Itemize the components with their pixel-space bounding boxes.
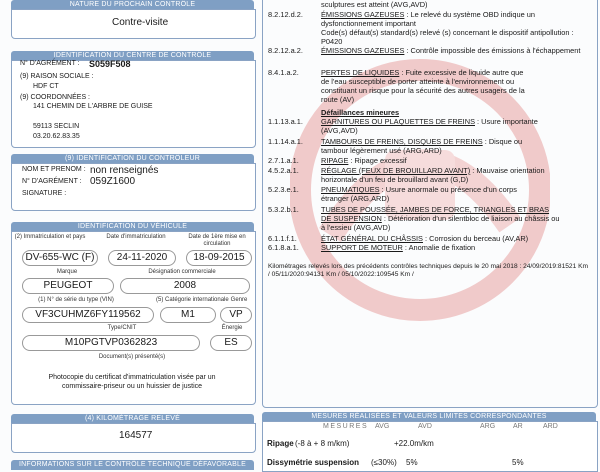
minor-text: : Disque ou tambour légèrement usé (ARG,ARD) [321, 137, 523, 155]
type-label: Type/CNIT [107, 325, 137, 331]
defect-text: : Fuite excessive de liquide autre que de l'eau susceptible de porter atteinte à l'environnement ou constituant un risque pour la sécurité des autres usagers de la route (AV) [321, 68, 525, 104]
category-label: (5) Catégorie internationale [156, 297, 229, 303]
ripage-label: Ripage [267, 439, 294, 448]
vin-value: VF3CUHMZ6FY119562 [22, 307, 154, 323]
controller-name-value: non renseignés [90, 165, 159, 176]
minor-item [321, 117, 541, 135]
minor-title: ÉTAT GÉNÉRAL DU CHÂSSIS [321, 234, 423, 243]
minor-text: : Usure anormale ou présence d'un corps étranger (ARG,ARD) [321, 185, 517, 203]
defect-item [321, 46, 593, 55]
minor-title: RÉGLAGE (FEUX DE BROUILLARD AVANT) [321, 166, 471, 175]
mileage-box [11, 423, 256, 453]
energy-value: ES [210, 335, 252, 351]
minor-code: 6.1.1.f.1. [268, 234, 297, 243]
suspension-front: 5% [406, 458, 418, 467]
minor-title: SUPPORT DE MOTEUR [321, 243, 403, 252]
defect-title: ÉMISSIONS GAZEUSES [321, 10, 405, 19]
minor-code: 5.2.3.e.1. [268, 185, 299, 194]
minor-text: : Usure importante (AVG,AVD) [321, 117, 538, 135]
minor-title: GARNITURES OU PLAQUETTES DE FREINS [321, 117, 475, 126]
measures-col-label: MESURES [323, 423, 369, 430]
defect-code: 8.4.1.a.2. [268, 68, 299, 77]
minor-item [321, 234, 593, 243]
controller-header: (9) IDENTIFICATION DU CONTRÔLEUR [11, 154, 254, 163]
docs-value: Photocopie du certificat d'immatriculation visée par un commissaire-priseur ou un huissier de justice [48, 374, 216, 390]
model-label: Désignation commerciale [148, 269, 216, 275]
company-label: (9) RAISON SOCIALE : [20, 73, 94, 80]
genre-value: VP [220, 307, 252, 323]
minor-text: : Détérioration d'un silentbloc de liaison au châssis ou à l'essieu (AVG,AVD) [321, 214, 560, 232]
reg-value: DV-655-WC (F) [22, 250, 98, 266]
defect-code: 8.2.12.a.2. [268, 46, 303, 55]
vin-label: (1) N° de série du type (VIN) [38, 297, 114, 303]
defect-item [321, 68, 531, 104]
signature-label: SIGNATURE : [22, 190, 67, 197]
defect-title: PERTES DE LIQUIDES [321, 68, 400, 77]
model-value: 2008 [120, 278, 250, 294]
minor-item [321, 156, 593, 165]
company-value: HDF CT [33, 83, 59, 90]
defects-box [262, 0, 598, 408]
minor-title: RIPAGE [321, 156, 349, 165]
docs-label: Document(s) présenté(s) [98, 354, 166, 360]
minor-item [321, 205, 561, 232]
minor-text: : Anomalie de fixation [402, 243, 476, 252]
centre-agreement-value: S059F508 [89, 59, 131, 69]
date-reg-value: 24-11-2020 [108, 250, 176, 266]
col-arg: ARG [480, 423, 496, 430]
date-reg-label: Date d'immatriculation [106, 234, 166, 240]
measures-box [262, 421, 598, 472]
controller-box [11, 163, 256, 211]
minor-code: 4.5.2.a.1. [268, 166, 299, 175]
genre-label: Genre [230, 297, 248, 303]
suspension-rear: 5% [512, 458, 524, 467]
minor-code: 6.1.8.a.1. [268, 243, 299, 252]
vehicle-header: IDENTIFICATION DU VÉHICULE [11, 222, 254, 231]
date-first-label: Date de 1ère mise en circulation [188, 234, 246, 247]
col-ard: ARD [543, 423, 558, 430]
unfavorable-header: INFORMATIONS SUR LE CONTRÔLE TECHNIQUE DÉFAVORABLE [11, 460, 254, 470]
minor-title: PNEUMATIQUES [321, 185, 380, 194]
minor-item [321, 243, 593, 252]
brand-value: PEUGEOT [22, 278, 114, 294]
mileage-header: (4) KILOMÉTRAGE RELEVÉ [11, 414, 254, 423]
minor-defects-header: Défaillances mineures [321, 108, 400, 117]
ripage-value: +22.0m/km [394, 439, 434, 448]
col-avd: AVD [418, 423, 432, 430]
reg-label: (2) Immatriculation et pays [14, 234, 86, 240]
minor-code: 1.1.14.a.1. [268, 137, 303, 146]
minor-item [321, 166, 551, 184]
minor-code: 2.7.1.a.1. [268, 156, 299, 165]
centre-agreement-label: N° D'AGRÉMENT : [20, 60, 80, 67]
minor-code: 1.1.13.a.1. [268, 117, 303, 126]
defect-text: Code(s) défaut(s) standard(s) relevé (s) concernant le dispositif antipollution : P0420 [321, 28, 574, 46]
brand-label: Marque [56, 269, 78, 275]
controller-agreement-value: 059Z1600 [90, 176, 136, 187]
vehicle-box [11, 231, 256, 405]
minor-text: : Mauvaise orientation horizontale d'un feu de brouillard avant (G,D) [321, 166, 545, 184]
defect-code: 8.2.12.d.2. [268, 10, 303, 19]
centre-header: IDENTIFICATION DU CENTRE DE CONTRÔLE [11, 51, 254, 60]
col-avg: AVG [375, 423, 390, 430]
centre-address: 141 CHEMIN DE L'ARBRE DE GUISE [33, 103, 153, 110]
suspension-label: Dissymétrie suspension [267, 458, 360, 467]
ripage-limit: (-8 à + 8 m/km) [295, 439, 350, 448]
category-value: M1 [160, 307, 216, 323]
minor-title: TUBES DE POUSSÉE, JAMBES DE FORCE, TRIANGLES ET BRAS DE SUSPENSION [321, 205, 550, 223]
next-visit-value: Contre-visite [112, 17, 169, 28]
minor-text: : Corrosion du berceau (AV,AR) [422, 234, 529, 243]
type-value: M10PGTVP0362823 [22, 335, 200, 351]
date-first-value: 18-09-2015 [186, 250, 252, 266]
defect-item [321, 10, 593, 28]
controller-agreement-label: N° D'AGRÉMENT : [22, 178, 82, 185]
centre-phone: 03.20.62.83.35 [33, 133, 80, 140]
defect-text: : Le relevé du système OBD indique un dysfonctionnement important [321, 10, 536, 28]
minor-code: 5.3.2.b.1. [268, 205, 299, 214]
defect-title: ÉMISSIONS GAZEUSES [321, 46, 405, 55]
energy-label: Énergie [221, 325, 243, 331]
defect-top-line: sculptures est atteint (AVG,AVD) [321, 0, 428, 9]
defect-text: : Contrôle impossible des émissions à l'échappement [404, 46, 581, 55]
centre-box [11, 60, 256, 148]
minor-item [321, 185, 531, 203]
next-visit-header: NATURE DU PROCHAIN CONTRÔLE [11, 0, 254, 9]
coords-label: (9) COORDONNÉES : [20, 94, 91, 101]
minor-item [321, 137, 551, 155]
suspension-limit: (≤30%) [371, 458, 397, 467]
col-ar: AR [513, 423, 523, 430]
minor-text: : Ripage excessif [348, 156, 407, 165]
mileage-value: 164577 [119, 430, 153, 441]
defect-item [321, 28, 593, 46]
centre-city: 59113 SECLIN [33, 123, 80, 130]
controller-name-label: NOM ET PRENOM : [22, 166, 86, 173]
mileage-history: Kilométrages relevés lors des précédents contrôles techniques depuis le 20 mai 2018 : 24/09/2019:81521 Km / 05/11/2020:94131 Km / 05/10/2022:109545 Km / [268, 263, 588, 278]
minor-title: TAMBOURS DE FREINS, DISQUES DE FREINS [321, 137, 483, 146]
next-visit-box [11, 9, 256, 39]
measures-header: MESURES RÉALISÉES ET VALEURS LIMITES CORRESPONDANTES [262, 412, 596, 421]
